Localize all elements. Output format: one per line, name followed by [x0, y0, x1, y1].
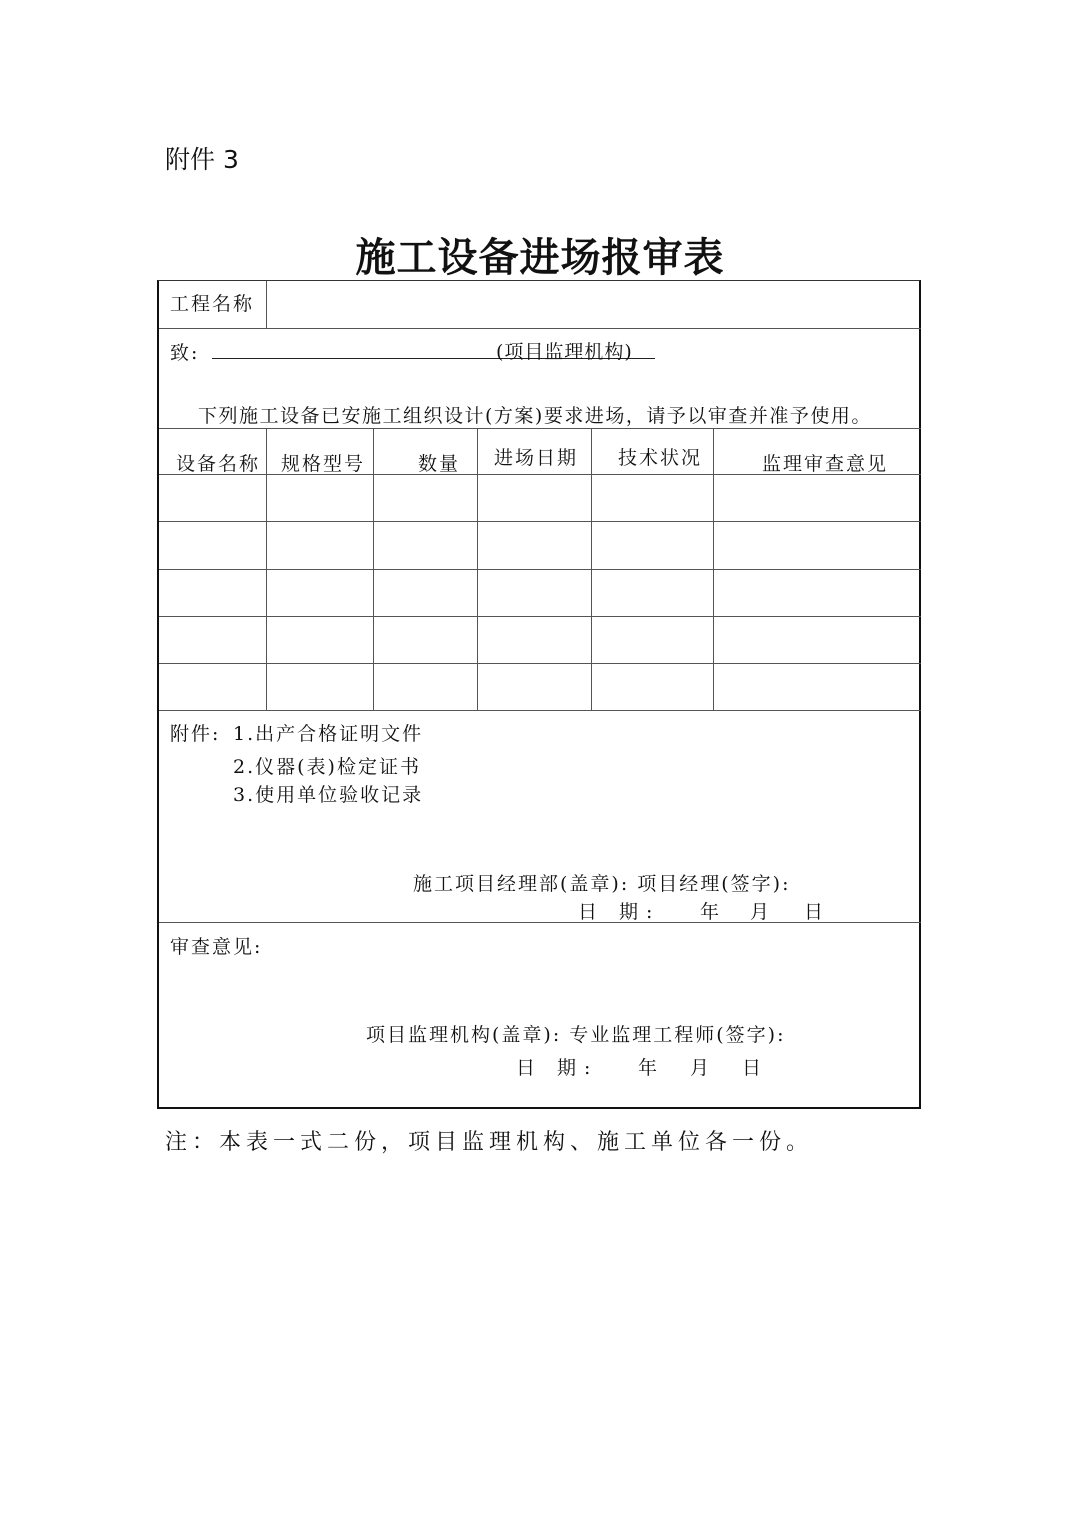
contractor-date-day: 日 [804, 901, 826, 923]
form-title: 施工设备进场报审表 [355, 235, 725, 281]
col-header-review-opinion: 监理审查意见 [762, 453, 889, 475]
col-header-entry-date: 进场日期 [494, 447, 579, 469]
review-date-label: 日 期: [516, 1057, 599, 1079]
contractor-date-month: 月 [750, 901, 772, 923]
review-date-day: 日 [742, 1057, 764, 1079]
col-header-tech-status: 技术状况 [618, 447, 703, 469]
col-header-equipment-name: 设备名称 [176, 453, 261, 475]
review-label: 审查意见: [170, 936, 263, 958]
attachments-label: 附件: [170, 723, 221, 745]
attachment-item-3: 3.使用单位验收记录 [233, 784, 424, 806]
project-name-label: 工程名称 [170, 293, 255, 315]
col-header-model: 规格型号 [281, 453, 366, 475]
review-date-month: 月 [690, 1057, 712, 1079]
contractor-date-label: 日 期: [578, 901, 661, 923]
intro-text: 下列施工设备已安施工组织设计(方案)要求进场，请予以审查并准予使用。 [198, 405, 872, 427]
review-date-year: 年 [638, 1057, 660, 1079]
to-label: 致: [170, 342, 200, 364]
to-org-label: (项目监理机构) [496, 341, 633, 363]
review-sign-line: 项目监理机构(盖章): 专业监理工程师(签字): [366, 1024, 786, 1046]
attachment-item-1: 1.出产合格证明文件 [233, 723, 424, 745]
col-header-quantity: 数量 [418, 453, 461, 475]
attachment-number: 附件 3 [165, 145, 239, 174]
contractor-sign-line: 施工项目经理部(盖章): 项目经理(签字): [413, 873, 791, 895]
contractor-date-year: 年 [700, 901, 722, 923]
footnote: 注：本表一式二份，项目监理机构、施工单位各一份。 [165, 1130, 814, 1155]
attachment-item-2: 2.仪器(表)检定证书 [233, 756, 421, 778]
